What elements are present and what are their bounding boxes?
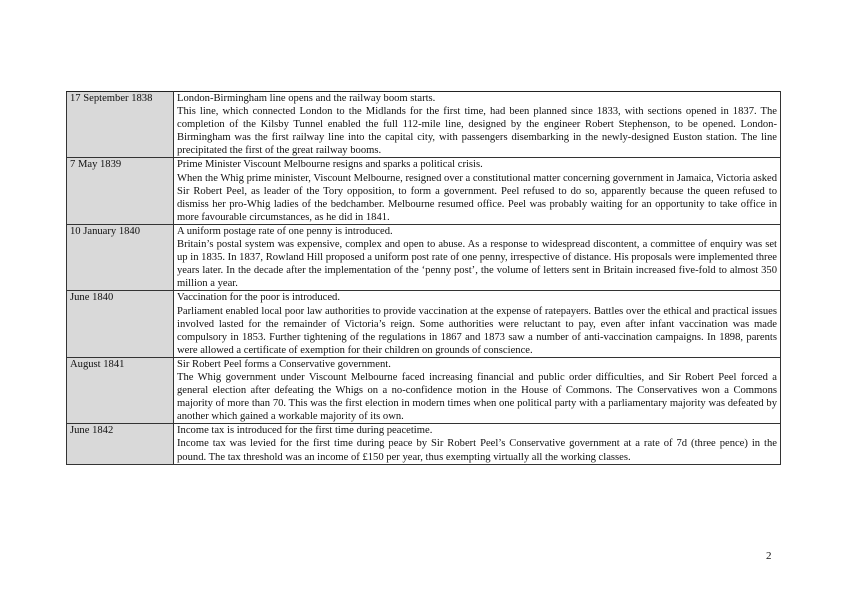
event-body: The Whig government under Viscount Melbourne faced increasing financial and public order difficulties, and Sir Robert Peel forced a general election after defeating the Whigs on a no-confidence motion in the House of Commons. The Conservatives won a Commons majority of more than 70. This was the first election in modern times when one political party with a parliamentary majority was defeated by another which gained a workable majority of its own.: [177, 371, 777, 423]
event-description: [174, 291, 781, 357]
event-body: Parliament enabled local poor law authorities to provide vaccination at the expense of ratepayers. Battles over the ethical and practical issues involved lasted for the remainder of Victoria’s reign. Some authorities were reluctant to pay, even after infant vaccination was made compulsory in 1853. Further tightening of the regulations in 1867 and 1873 saw a number of anti-vaccination campaigns. In 1898, parents were allowed a certificate of exemption for their children on grounds of conscience.: [177, 305, 777, 356]
event-body: Income tax was levied for the first time during peace by Sir Robert Peel’s Conservative government at a rate of 7d (three pence) in the pound. The tax threshold was an income of £150 per year, thus exempting virtually all the working classes.: [177, 438, 777, 463]
event-title: A uniform postage rate of one penny is introduced.: [177, 225, 393, 237]
page-number: 2: [766, 550, 772, 562]
table-row: [67, 357, 781, 423]
table-row: [67, 92, 781, 158]
event-date: June 1842: [67, 424, 174, 464]
event-description: [174, 224, 781, 290]
timeline-table: [66, 91, 781, 465]
event-body: This line, which connected London to the Midlands for the first time, had been planned since 1833, with sections opened in 1837. The completion of the Kilsby Tunnel enabled the full 112-mile line, designed by the engineer Robert Stephenson, to be opened. London-Birmingham was the first railway line into the capital city, with passengers disembarking in the newly-designed Euston station. The line precipitated the first of the great railway booms.: [177, 106, 777, 157]
event-description: [174, 158, 781, 224]
event-title: London-Birmingham line opens and the railway boom starts.: [177, 93, 436, 104]
event-title: Prime Minister Viscount Melbourne resigns and sparks a political crisis.: [177, 159, 483, 171]
event-description: [174, 92, 781, 158]
event-title: Vaccination for the poor is introduced.: [177, 292, 340, 304]
event-date: 17 September 1838: [67, 92, 174, 158]
event-title: Sir Robert Peel forms a Conservative government.: [177, 358, 391, 370]
event-date: June 1840: [67, 291, 174, 357]
table-row: [67, 424, 781, 464]
table-row: [67, 291, 781, 357]
event-date: 10 January 1840: [67, 224, 174, 290]
event-body: Britain’s postal system was expensive, complex and open to abuse. As a response to widespread discontent, a committee of enquiry was set up in 1835. In 1837, Rowland Hill proposed a uniform post rate of one penny, irrespective of distance. His proposals were implemented three years later. In the decade after the implementation of the ‘penny post’, the volume of letters sent in Britain increased five-fold to almost 350 million a year.: [177, 239, 777, 290]
event-description: [174, 357, 781, 423]
table-row: [67, 224, 781, 290]
table-row: [67, 158, 781, 224]
event-date: August 1841: [67, 357, 174, 423]
event-body: When the Whig prime minister, Viscount Melbourne, resigned over a constitutional matter concerning government in Jamaica, Victoria asked Sir Robert Peel, as leader of the Tory opposition, to form a government. Peel refused to do so, apparently because the queen refused to dismiss her pro-Whig ladies of the bedchamber. Melbourne resumed office. Peel was probably waiting for an opportunity to take office in more favourable circumstances, as he did in 1841.: [177, 172, 777, 223]
event-title: Income tax is introduced for the first time during peacetime.: [177, 425, 433, 437]
event-date: 7 May 1839: [67, 158, 174, 224]
event-description: [174, 424, 781, 464]
